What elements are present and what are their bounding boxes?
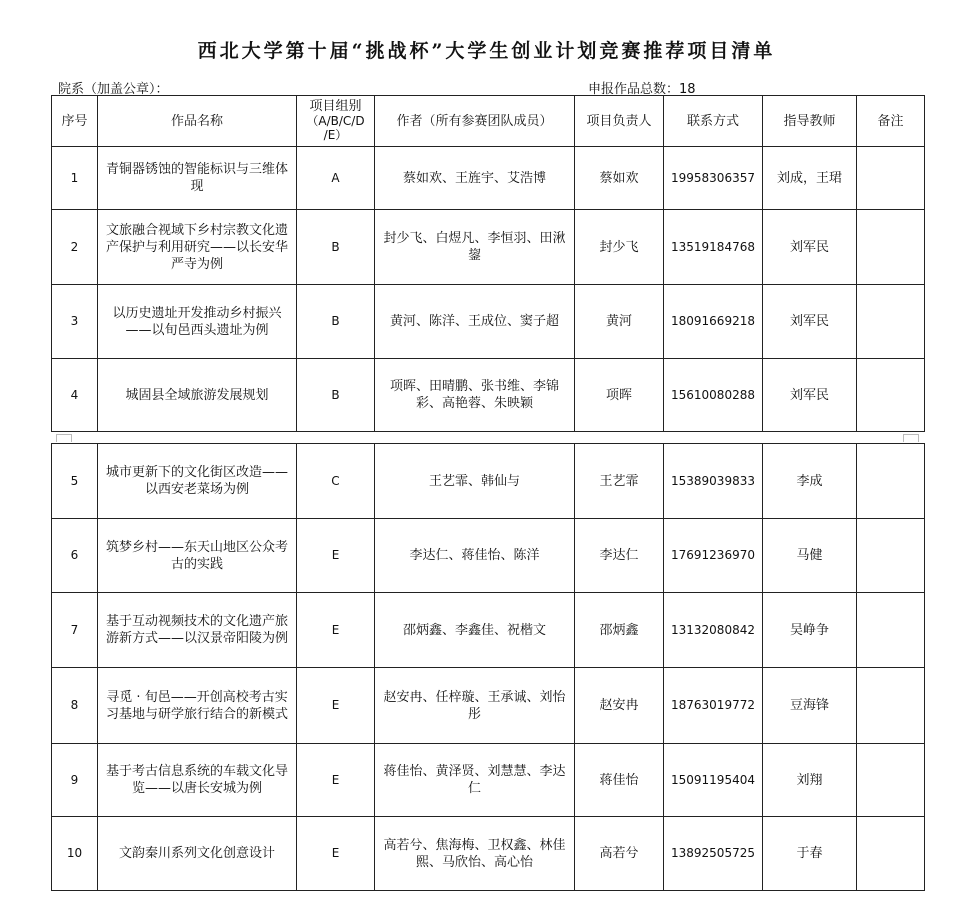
- cell-authors: 项晖、田晴鹏、张书维、李锦彩、高艳蓉、朱映颖: [375, 359, 575, 432]
- cell-advisor: 李成: [763, 444, 857, 519]
- cell-name: 筑梦乡村——东天山地区公众考古的实践: [98, 519, 297, 593]
- cell-advisor: 吴峥争: [763, 593, 857, 668]
- cell-no: 7: [52, 593, 98, 668]
- cell-name: 寻觅 · 旬邑——开创高校考古实习基地与研学旅行结合的新模式: [98, 668, 297, 744]
- cell-name: 文旅融合视域下乡村宗教文化遗产保护与利用研究——以长安华严寺为例: [98, 210, 297, 285]
- header-name: 作品名称: [98, 96, 297, 147]
- table-row: [52, 147, 925, 210]
- cell-name: 基于互动视频技术的文化遗产旅游新方式——以汉景帝阳陵为例: [98, 593, 297, 668]
- cell-advisor: 刘翔: [763, 744, 857, 817]
- header-authors: 作者（所有参赛团队成员）: [375, 96, 575, 147]
- department-label: 院系（加盖公章）：: [58, 82, 169, 97]
- cell-advisor: 刘成，王珺: [763, 147, 857, 210]
- cell-contact: 19958306357: [664, 147, 763, 210]
- cell-authors: 王艺霏、韩仙与: [375, 444, 575, 519]
- cell-authors: 李达仁、蒋佳怡、陈洋: [375, 519, 575, 593]
- cell-contact: 13132080842: [664, 593, 763, 668]
- cell-contact: 13892505725: [664, 817, 763, 891]
- cell-authors: 封少飞、白煜凡、李恒羽、田湫鋆: [375, 210, 575, 285]
- cell-group: B: [297, 285, 375, 359]
- project-table-part2: [51, 443, 925, 891]
- cell-leader: 李达仁: [575, 519, 664, 593]
- table-row: [52, 593, 925, 668]
- cell-no: 10: [52, 817, 98, 891]
- cell-advisor: 豆海锋: [763, 668, 857, 744]
- cell-authors: 邵炳鑫、李鑫佳、祝楷文: [375, 593, 575, 668]
- cell-note: [857, 744, 925, 817]
- cell-contact: 15389039833: [664, 444, 763, 519]
- table-row: [52, 285, 925, 359]
- cell-no: 3: [52, 285, 98, 359]
- total-count: 申报作品总数：18: [588, 82, 696, 97]
- header-group: [297, 96, 375, 147]
- cell-group: E: [297, 744, 375, 817]
- table-row: [52, 668, 925, 744]
- table-row: [52, 359, 925, 432]
- document-title: 西北大学第十届“挑战杯”大学生创业计划竞赛推荐项目清单: [197, 40, 776, 62]
- cell-leader: 蒋佳怡: [575, 744, 664, 817]
- cell-contact: 15610080288: [664, 359, 763, 432]
- cell-name: 城市更新下的文化街区改造——以西安老菜场为例: [98, 444, 297, 519]
- project-table-part1: [51, 95, 925, 432]
- cell-authors: 高若兮、焦海梅、卫权鑫、林佳熙、马欣怡、高心怡: [375, 817, 575, 891]
- table-row: [52, 817, 925, 891]
- cell-authors: 蒋佳怡、黄泽贤、刘慧慧、李达仁: [375, 744, 575, 817]
- cell-no: 9: [52, 744, 98, 817]
- cell-leader: 赵安冉: [575, 668, 664, 744]
- header-group-line3: /E）: [323, 128, 348, 142]
- cell-advisor: 刘军民: [763, 359, 857, 432]
- cell-contact: 15091195404: [664, 744, 763, 817]
- cell-contact: 18091669218: [664, 285, 763, 359]
- cell-group: E: [297, 668, 375, 744]
- cell-authors: 黄河、陈洋、王成位、窦子超: [375, 285, 575, 359]
- header-group-line2: （A/B/C/D: [306, 114, 365, 128]
- header-leader: 项目负责人: [575, 96, 664, 147]
- cell-leader: 高若兮: [575, 817, 664, 891]
- cell-leader: 项晖: [575, 359, 664, 432]
- cell-advisor: 于春: [763, 817, 857, 891]
- cell-contact: 13519184768: [664, 210, 763, 285]
- table-row: [52, 744, 925, 817]
- cell-note: [857, 147, 925, 210]
- cell-note: [857, 519, 925, 593]
- cell-note: [857, 285, 925, 359]
- cell-note: [857, 668, 925, 744]
- cell-advisor: 刘军民: [763, 210, 857, 285]
- cell-advisor: 刘军民: [763, 285, 857, 359]
- cell-note: [857, 210, 925, 285]
- cell-note: [857, 359, 925, 432]
- header-advisor: 指导教师: [763, 96, 857, 147]
- cell-authors: 赵安冉、任梓璇、王承诚、刘怡彤: [375, 668, 575, 744]
- table-row: [52, 519, 925, 593]
- cell-name: 青铜器锈蚀的智能标识与三维体现: [98, 147, 297, 210]
- cell-leader: 邵炳鑫: [575, 593, 664, 668]
- cell-note: [857, 444, 925, 519]
- header-note: 备注: [857, 96, 925, 147]
- header-contact: 联系方式: [664, 96, 763, 147]
- cell-no: 2: [52, 210, 98, 285]
- cell-group: B: [297, 359, 375, 432]
- cell-no: 4: [52, 359, 98, 432]
- cell-note: [857, 817, 925, 891]
- cell-group: B: [297, 210, 375, 285]
- page-break-marks: [0, 430, 973, 443]
- cell-group: E: [297, 593, 375, 668]
- cell-leader: 黄河: [575, 285, 664, 359]
- table-row: [52, 210, 925, 285]
- header-no: 序号: [52, 96, 98, 147]
- cell-contact: 17691236970: [664, 519, 763, 593]
- cell-name: 以历史遗址开发推动乡村振兴——以旬邑西头遗址为例: [98, 285, 297, 359]
- page-break-mark-left: [56, 434, 72, 442]
- cell-note: [857, 593, 925, 668]
- cell-name: 文韵秦川系列文化创意设计: [98, 817, 297, 891]
- cell-authors: 蔡如欢、王旌宇、艾浩博: [375, 147, 575, 210]
- cell-advisor: 马健: [763, 519, 857, 593]
- cell-no: 1: [52, 147, 98, 210]
- table-row: [52, 444, 925, 519]
- cell-group: C: [297, 444, 375, 519]
- header-group-line1: 项目组别: [309, 99, 362, 114]
- cell-no: 8: [52, 668, 98, 744]
- cell-contact: 18763019772: [664, 668, 763, 744]
- cell-group: E: [297, 519, 375, 593]
- cell-leader: 封少飞: [575, 210, 664, 285]
- table-header-row: [52, 96, 925, 147]
- cell-no: 5: [52, 444, 98, 519]
- page-break-mark-right: [903, 434, 919, 442]
- cell-name: 城固县全域旅游发展规划: [98, 359, 297, 432]
- cell-leader: 王艺霏: [575, 444, 664, 519]
- cell-leader: 蔡如欢: [575, 147, 664, 210]
- cell-no: 6: [52, 519, 98, 593]
- cell-group: E: [297, 817, 375, 891]
- cell-name: 基于考古信息系统的车载文化导览——以唐长安城为例: [98, 744, 297, 817]
- cell-group: A: [297, 147, 375, 210]
